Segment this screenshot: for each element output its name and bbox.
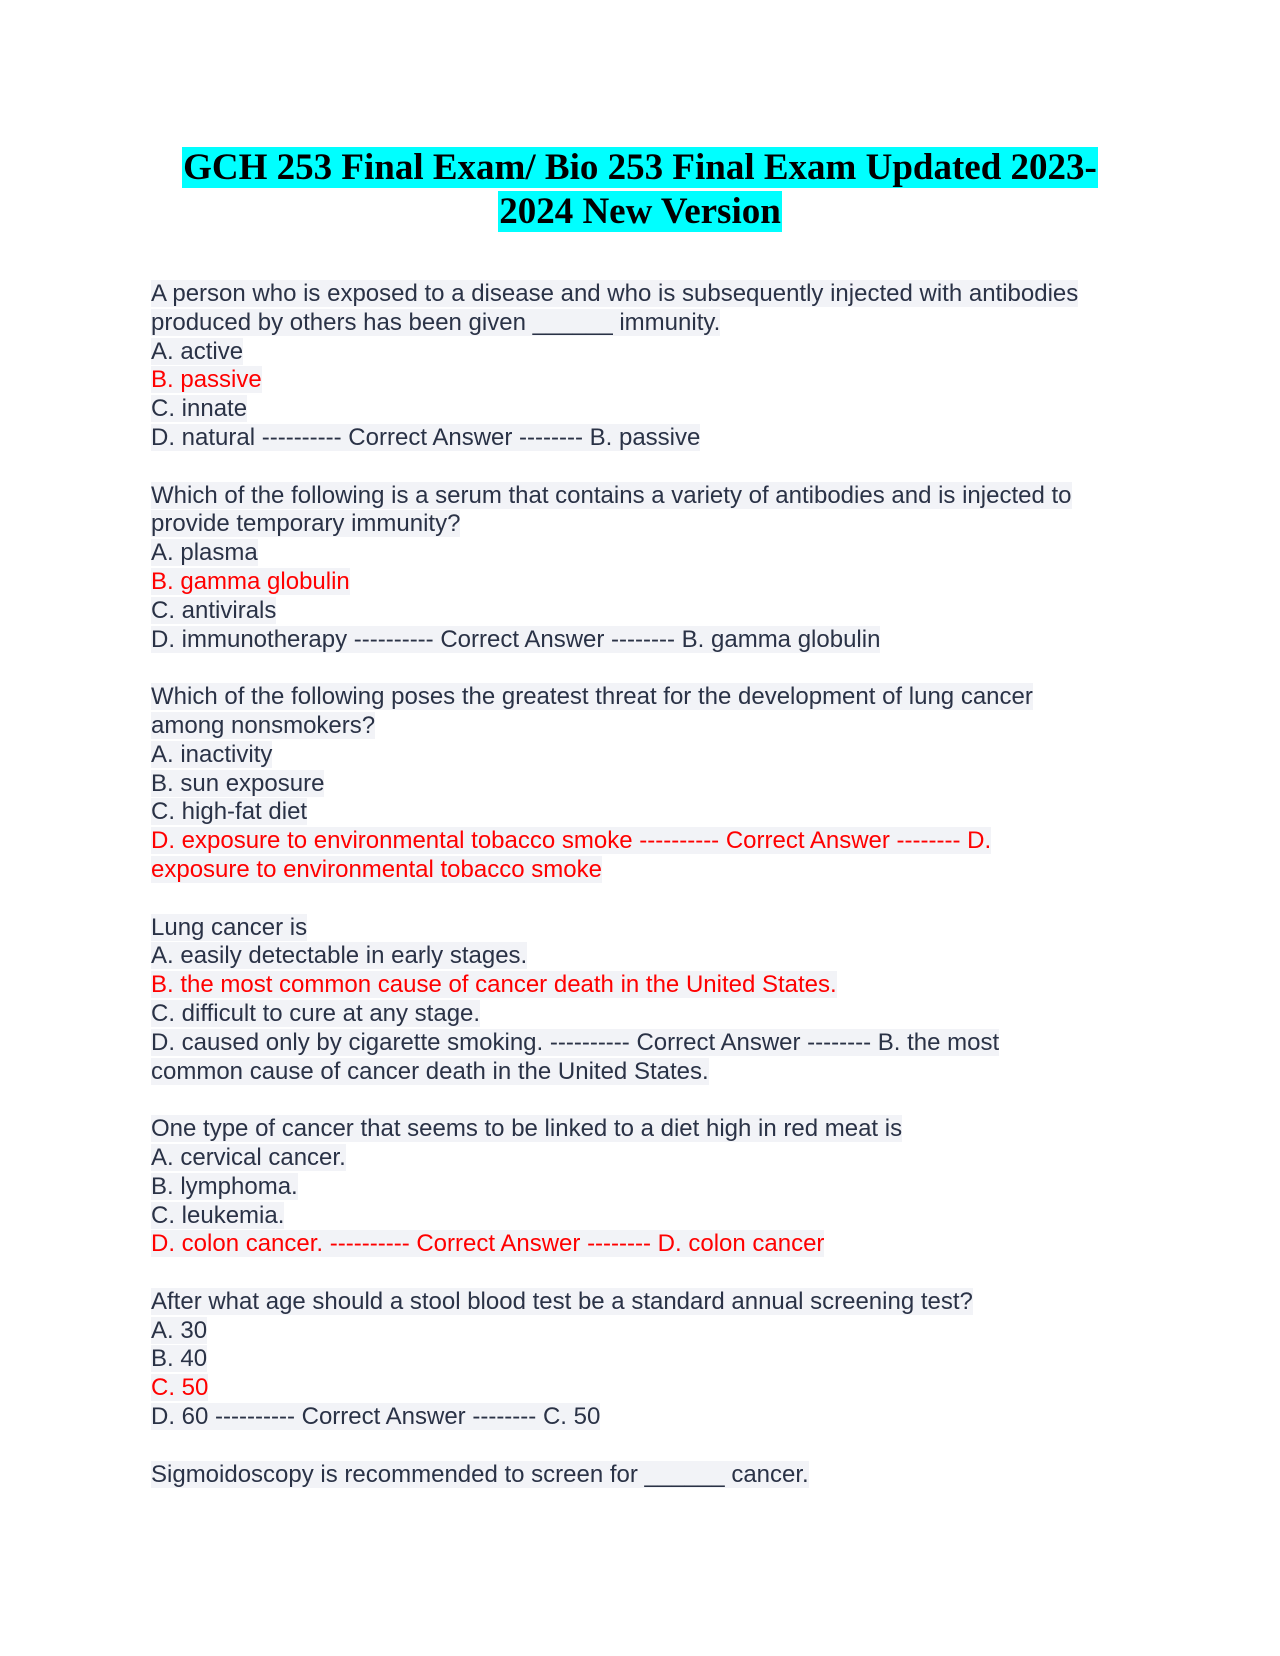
question-block <box>151 1461 1161 1490</box>
title-line-1: GCH 253 Final Exam/ Bio 253 Final Exam Updated 2023- <box>183 147 1097 188</box>
question-stem-line: After what age should a stool blood test be a standard annual screening test? <box>151 1287 973 1315</box>
answer-option-correct: B. passive <box>151 366 262 394</box>
question-stem-line: provide temporary immunity? <box>151 510 461 538</box>
answer-option-with-key: D. 60 ---------- Correct Answer -------- C. 50 <box>151 1403 601 1431</box>
answer-option-correct: D. exposure to environmental tobacco smoke ---------- Correct Answer -------- D. <box>151 827 992 855</box>
question-stem-line: Which of the following is a serum that contains a variety of antibodies and is injected to <box>151 481 1072 509</box>
answer-option: B. lymphoma. <box>151 1172 298 1200</box>
document-title <box>120 146 1160 234</box>
answer-option-correct: B. the most common cause of cancer death in the United States. <box>151 971 837 999</box>
answer-option: C. leukemia. <box>151 1201 285 1229</box>
answer-option: A. easily detectable in early stages. <box>151 942 528 970</box>
question-stem-line: Lung cancer is <box>151 913 308 941</box>
answer-option-correct: exposure to environmental tobacco smoke <box>151 855 602 883</box>
answer-option-with-key: D. natural ---------- Correct Answer -------- B. passive <box>151 423 701 451</box>
answer-option-correct: C. 50 <box>151 1374 209 1402</box>
answer-option: A. inactivity <box>151 740 273 768</box>
answer-option-with-key: D. immunotherapy ---------- Correct Answer -------- B. gamma globulin <box>151 625 881 653</box>
question-stem-line: One type of cancer that seems to be linked to a diet high in red meat is <box>151 1115 903 1143</box>
answer-option-correct: D. colon cancer. ---------- Correct Answer -------- D. colon cancer <box>151 1230 825 1258</box>
title-line-2: 2024 New Version <box>499 191 781 232</box>
answer-option: C. high-fat diet <box>151 798 308 826</box>
question-stem-line: produced by others has been given ______ immunity. <box>151 308 721 336</box>
question-list <box>151 280 1161 1518</box>
question-stem-line: Sigmoidoscopy is recommended to screen for ______ cancer. <box>151 1460 809 1488</box>
answer-option: A. plasma <box>151 539 258 567</box>
question-block <box>151 1288 1161 1432</box>
answer-option: C. difficult to cure at any stage. <box>151 999 481 1027</box>
question-stem-line: among nonsmokers? <box>151 711 376 739</box>
answer-option: C. antivirals <box>151 596 277 624</box>
answer-option: B. 40 <box>151 1345 208 1373</box>
answer-option: C. innate <box>151 395 248 423</box>
answer-option-with-key: common cause of cancer death in the United States. <box>151 1057 709 1085</box>
answer-option: A. active <box>151 337 244 365</box>
question-block <box>151 1115 1161 1259</box>
question-block <box>151 914 1161 1087</box>
answer-option: A. cervical cancer. <box>151 1143 346 1171</box>
question-stem-line: Which of the following poses the greatest threat for the development of lung cancer <box>151 683 1033 711</box>
question-block <box>151 280 1161 453</box>
question-stem-line: A person who is exposed to a disease and who is subsequently injected with antibodies <box>151 280 1079 307</box>
answer-option: B. sun exposure <box>151 769 325 797</box>
answer-option: A. 30 <box>151 1316 208 1344</box>
question-block <box>151 683 1161 885</box>
answer-option-with-key: D. caused only by cigarette smoking. ---------- Correct Answer -------- B. the most <box>151 1028 1000 1056</box>
answer-option-correct: B. gamma globulin <box>151 567 350 595</box>
question-block <box>151 482 1161 655</box>
